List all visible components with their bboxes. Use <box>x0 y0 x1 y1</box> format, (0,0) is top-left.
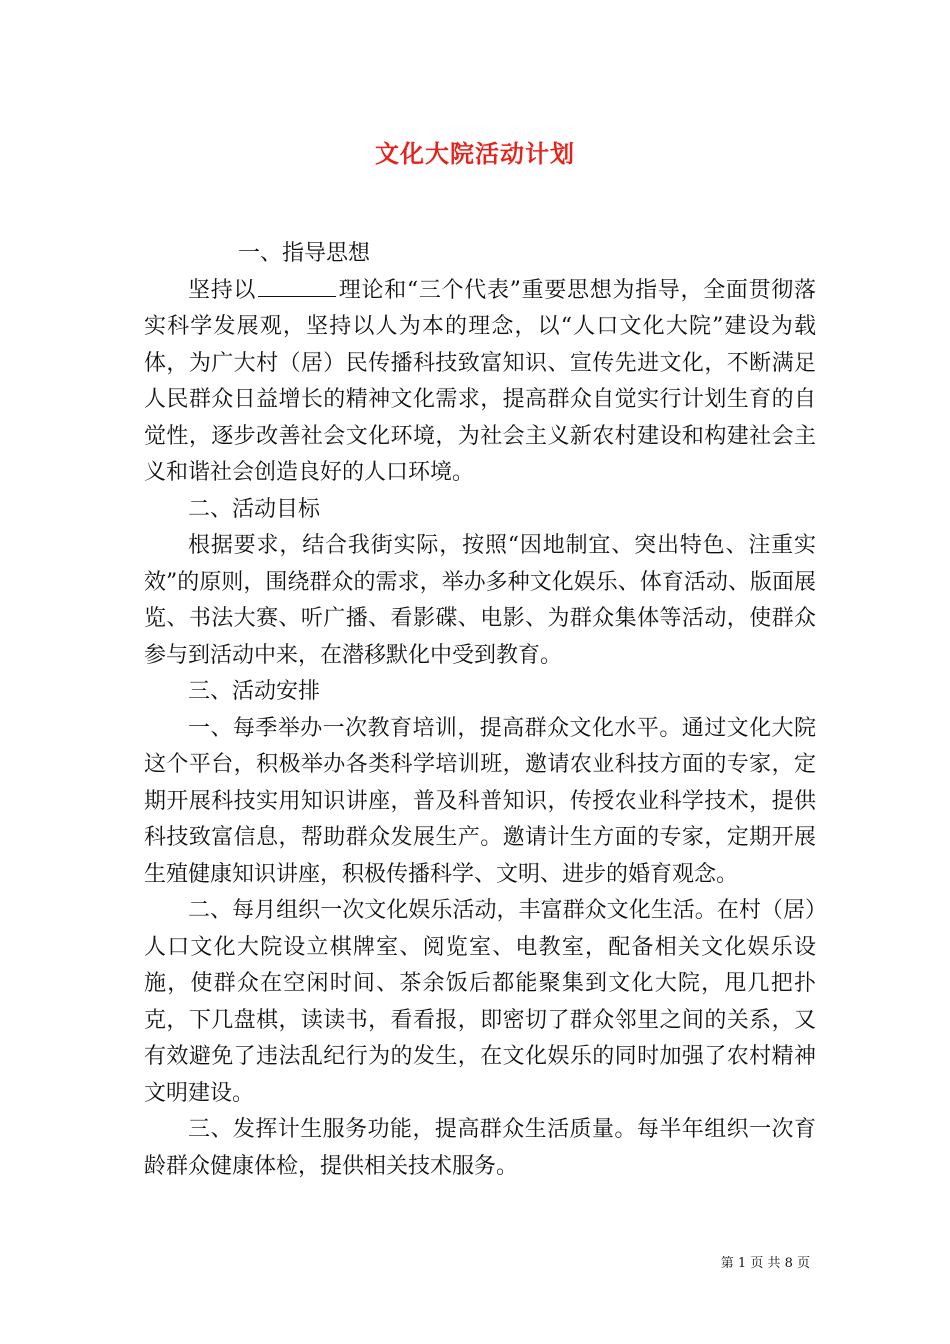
paragraph-arrangement-training: 一、每季举办一次教育培训，提高群众文化水平。通过文化大院这个平台，积极举办各类科学培训班，邀请农业科技方面的专家，定期开展科技实用知识讲座，普及科普知识，传授农业科学技术，提供科技致富信息，帮助群众发展生产。邀请计生方面的专家，定期开展生殖健康知识讲座，积极传播科学、文明、进步的婚育观念。 <box>144 715 816 887</box>
paragraph-text-after-blank: 理论和“三个代表”重要思想为指导，全面贯彻落实科学发展观，坚持以人为本的理念，以“人口文化大院”建设为载体，为广大村（居）民传播科技致富知识、宣传先进文化，不断满足人民群众日益增长的精神文化需求，提高群众自觉实行计划生育的自觉性，逐步改善社会文化环境，为社会主义新农村建设和构建社会主义和谐社会创造良好的人口环境。 <box>144 277 816 485</box>
paragraph-guiding-ideology <box>144 273 816 492</box>
section-heading-activity-arrangement: 三、活动安排 <box>188 679 321 704</box>
paragraph-arrangement-services: 三、发挥计生服务功能，提高群众生活质量。每半年组织一次育龄群众健康体检，提供相关技术服务。 <box>144 1117 816 1179</box>
fill-in-blank <box>258 276 336 297</box>
paragraph-arrangement-entertainment: 二、每月组织一次文化娱乐活动，丰富群众文化生活。在村（居）人口文化大院设立棋牌室、阅览室、电教室，配备相关文化娱乐设施，使群众在空闲时间、茶余饭后都能聚集到文化大院，甩几把扑克，下几盘棋，读读书，看看报，即密切了群众邻里之间的关系，又有效避免了违法乱纪行为的发生，在文化娱乐的同时加强了农村精神文明建设。 <box>144 898 816 1106</box>
section-heading-guiding-ideology: 一、指导思想 <box>238 241 371 266</box>
section-heading-activity-goals: 二、活动目标 <box>188 496 321 522</box>
page-number-footer: 第 1 页 共 8 页 <box>720 1256 810 1271</box>
paragraph-text-before-blank: 坚持以 <box>188 277 257 303</box>
document-body <box>144 236 816 1185</box>
paragraph-activity-goals: 根据要求，结合我街实际，按照“因地制宜、突出特色、注重实效”的原则，围绕群众的需求，举办多种文化娱乐、体育活动、版面展览、书法大赛、听广播、看影碟、电影、为群众集体等活动，使群众参与到活动中来，在潜移默化中受到教育。 <box>144 533 816 668</box>
page-title: 文化大院活动计划 <box>375 139 575 168</box>
